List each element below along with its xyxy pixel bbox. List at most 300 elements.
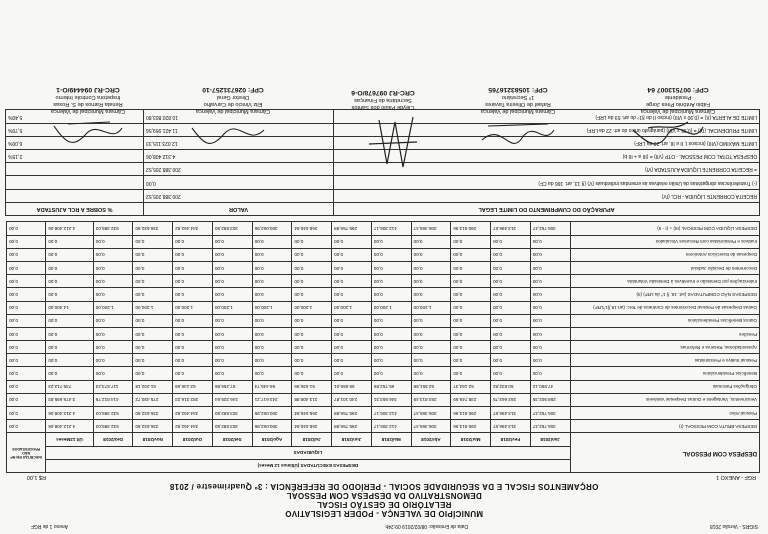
cell-value: 532.386,02 [93, 407, 133, 420]
table-row [7, 420, 760, 433]
signature-name: Fábio Antônio Pires Jorge [645, 101, 711, 107]
table-row [7, 354, 760, 367]
cell-value: 303.582,50 [212, 407, 252, 420]
cell-value: 0,00 [252, 275, 292, 288]
cell-value: 0,00 [46, 354, 93, 367]
cell-value: 0,00 [411, 262, 451, 275]
limit-pct: 2,15% [6, 150, 144, 163]
cell-value: 290.913,96 [451, 420, 491, 433]
cell-value: 0,00 [292, 341, 332, 354]
cell-value: 0,00 [292, 314, 332, 327]
table-row [7, 222, 760, 235]
signature-secretario [458, 85, 578, 114]
month-header: Fev/2018 [491, 433, 531, 446]
cell-value: 0,00 [451, 301, 491, 314]
cell-value: 0,00 [371, 314, 411, 327]
cell-value: 0,00 [252, 314, 292, 327]
cell-value: 0,00 [491, 301, 531, 314]
cell-value: 0,00 [292, 367, 332, 380]
table-row [7, 235, 760, 248]
cell-value: 0,00 [371, 288, 411, 301]
cell-value: 0,00 [7, 341, 46, 354]
cell-value: 0,00 [292, 235, 332, 248]
cell-value: 0,00 [46, 248, 93, 261]
cell-value: 0,00 [292, 275, 332, 288]
cell-value: 0,00 [252, 354, 292, 367]
cell-value: 0,00 [332, 327, 372, 340]
cell-value: 0,00 [7, 354, 46, 367]
cell-value: 0,00 [7, 248, 46, 261]
cell-value: 4.212.408,06 [46, 420, 93, 433]
signature-name: Eliz Vinicio de Carvalho [203, 101, 263, 107]
cell-value: 0,00 [212, 275, 252, 288]
cell-value: 0,00 [173, 327, 213, 340]
cell-value: 0,00 [411, 341, 451, 354]
row-label: Indenizações por Demissão e Incentivos à Demissão Voluntária [570, 275, 759, 288]
cell-value: 306.365,47 [411, 420, 451, 433]
cell-value: 0,00 [292, 262, 332, 275]
currency-label: R$ 1,00 [26, 474, 46, 480]
cell-value: 0,00 [93, 354, 133, 367]
cell-value: 0,00 [252, 248, 292, 261]
row-label: Decorrentes de Decisão Judicial [570, 262, 759, 275]
limit-valor: 0,00 [144, 176, 334, 189]
cell-value: 0,00 [46, 235, 93, 248]
limit-pct: 5,40% [6, 110, 144, 123]
month-header: Mai/2018 [371, 433, 411, 446]
limit-pct [6, 189, 144, 202]
cell-value: 0,00 [7, 327, 46, 340]
row-label: Inativos e Pensionistas com Recursos Vinculados [570, 235, 759, 248]
cell-value: 306.752,47 [530, 222, 570, 235]
cell-value: 0,00 [491, 327, 531, 340]
signature-name: Renata Ramos de S. Rosas [53, 101, 123, 107]
cell-value: 0,00 [530, 314, 570, 327]
cell-value: 306.752,47 [530, 407, 570, 420]
table-row [7, 301, 760, 314]
cell-value: 0,00 [212, 341, 252, 354]
cell-value: 0,00 [93, 314, 133, 327]
cell-value: 0,00 [133, 275, 173, 288]
row-label: Obrigações Patronais [570, 380, 759, 393]
cell-value: 0,00 [332, 354, 372, 367]
cell-value: 0,00 [371, 235, 411, 248]
cell-value: 4.212.408,06 [46, 222, 93, 235]
signature-scribble-4 [188, 114, 268, 148]
limit-label: RECEITA CORRENTE LÍQUIDA - RCL (IV) [334, 189, 760, 202]
table-row [7, 327, 760, 340]
limit-label: LIMITE PRUDENCIAL (IX) = (0,95 x VIII) (parágrafo único do art. 22 da LRF) [334, 123, 760, 136]
cell-value: 0,00 [491, 341, 531, 354]
cell-value: 1.200,00 [332, 301, 372, 314]
signature-org: Cleyde Paulo dos Santos [351, 104, 415, 110]
emission-date: Data de Emissão: 08/02/2019 09:24h [385, 523, 468, 529]
cell-value: 0,00 [93, 275, 133, 288]
limit-label: LIMITE DE ALERTA (X) = (0,90 x VIII) (inciso II do §1º do art. 59 da LRF) [334, 110, 760, 123]
cell-value: 412.306,17 [371, 420, 411, 433]
header-demonstrativo: DEMONSTRATIVO DA DESPESA COM PESSOAL [286, 491, 482, 500]
signature-controle-interno [28, 85, 148, 114]
cell-value: 0,00 [451, 262, 491, 275]
header-municipio: MUNICÍPIO DE VALENÇA - PODER LEGISLATIVO [284, 509, 484, 518]
cell-value: 290.913,96 [451, 407, 491, 420]
cell-value: 0,00 [7, 262, 46, 275]
cell-value: 0,00 [491, 367, 531, 380]
cell-value: 0,00 [133, 327, 173, 340]
cell-value: 4.212.408,06 [46, 407, 93, 420]
limits-col-valor: VALOR [144, 202, 334, 215]
cell-value: 0,00 [530, 262, 570, 275]
signature-role: Inspetora Controle Interno [55, 94, 121, 100]
cell-value: 0,00 [530, 327, 570, 340]
signature-org: Câmara Municipal de Valença [640, 108, 716, 114]
cell-value: 0,00 [491, 314, 531, 327]
signature-org: Câmara Municipal de Valença [50, 108, 126, 114]
cell-value: 56.445,74 [252, 380, 292, 393]
cell-value: 0,00 [491, 248, 531, 261]
signature-org: Câmara Municipal de Valença [195, 108, 271, 114]
cell-value: 0,00 [212, 327, 252, 340]
row-label: DESPESA BRUTA COM PESSOAL (I) [570, 420, 759, 433]
cell-value: 0,00 [332, 288, 372, 301]
limit-pct: 5,70% [6, 123, 144, 136]
cell-value: 336.632,90 [133, 222, 173, 235]
cell-value: 57.256,86 [212, 380, 252, 393]
month-header: Mar/2018 [451, 433, 491, 446]
cell-value: 0,00 [411, 354, 451, 367]
cell-value: 300.062,95 [252, 407, 292, 420]
signature-role: Presidente [664, 94, 692, 100]
signature-doc: CPF: 10583216765 [488, 86, 548, 93]
limit-pct [6, 163, 144, 176]
cell-value: 306.365,47 [411, 222, 451, 235]
cell-value: 3.476.695,83 [46, 393, 93, 406]
table-row [7, 248, 760, 261]
expenses-table [6, 221, 760, 473]
cell-value: 0,00 [252, 235, 292, 248]
cell-value: 0,00 [411, 275, 451, 288]
cell-value: 0,00 [371, 341, 411, 354]
cell-value: 0,00 [371, 275, 411, 288]
cell-value: 243.617,21 [252, 393, 292, 406]
signature-role: CRC-RJ 097678/O-6 [351, 89, 415, 96]
month-header: Out/2018 [173, 433, 213, 446]
cell-value: 0,00 [46, 262, 93, 275]
limit-pct [6, 176, 144, 189]
cell-value: 1.200,00 [292, 301, 332, 314]
table-row [7, 393, 760, 406]
cell-value: 275.430,72 [133, 393, 173, 406]
cell-value: 303.582,50 [212, 222, 252, 235]
cell-value: 0,00 [371, 327, 411, 340]
cell-value: 295.756,88 [332, 222, 372, 235]
cell-value: 0,00 [491, 275, 531, 288]
signature-financas [328, 88, 438, 110]
table-row [7, 407, 760, 420]
cell-value: 262.663,75 [491, 393, 531, 406]
cell-value: 240.101,87 [332, 393, 372, 406]
cell-value: 258.902,35 [530, 393, 570, 406]
cell-value: 0,00 [7, 288, 46, 301]
signature-doc: CPF: 007513007 64 [647, 86, 709, 93]
signature-scribble-1 [628, 112, 708, 152]
header-orcamentos: ORÇAMENTOS FISCAL E DA SEGURIDADE SOCIAL - PERÍODO DE REFERÊNCIA : 3º Quadrimestre / 2018 [169, 482, 599, 491]
month-header: Jul/2018 [292, 433, 332, 446]
cell-value: 0,00 [93, 341, 133, 354]
cell-value: 52.164,37 [451, 380, 491, 393]
cell-value: 0,00 [530, 341, 570, 354]
cell-value: 290.913,96 [451, 222, 491, 235]
cell-value: 0,00 [411, 288, 451, 301]
row-label: Outros Benefícios Previdenciários [570, 314, 759, 327]
cell-value: 1.200,00 [173, 301, 213, 314]
col-header-despesa: DESPESA COM PESSOAL [570, 433, 759, 473]
row-label: Vencimentos, Vantagens e Outras Despesas Variáveis [570, 393, 759, 406]
cell-value: 0,00 [451, 288, 491, 301]
table-row [7, 262, 760, 275]
cell-value: 0,00 [133, 248, 173, 261]
limits-row [6, 189, 760, 202]
cell-value: 0,00 [173, 262, 213, 275]
cell-value: 265.045,84 [292, 420, 332, 433]
cell-value: 0,00 [451, 367, 491, 380]
cell-value: 238.749,59 [451, 393, 491, 406]
cell-value: 1.200,00 [411, 301, 451, 314]
cell-value: 0,00 [252, 327, 292, 340]
cell-value: 0,00 [530, 275, 570, 288]
cell-value: 0,00 [332, 367, 372, 380]
cell-value: 0,00 [212, 235, 252, 248]
cell-value: 0,00 [93, 367, 133, 380]
cell-value: 0,00 [7, 301, 46, 314]
cell-value: 0,00 [212, 314, 252, 327]
month-header: Abr/2018 [411, 433, 451, 446]
cell-value: 0,00 [451, 235, 491, 248]
month-header: Ago/2018 [252, 433, 292, 446]
signature-role: Diretor Geral [216, 94, 250, 100]
page-annex: Anexo 1 de RGF [30, 523, 68, 529]
cell-value: 1.200,00 [371, 301, 411, 314]
cell-value: 344.462,92 [173, 420, 213, 433]
cell-value: 306.752,47 [530, 420, 570, 433]
total-header: Últ 12Meses [46, 433, 93, 446]
cell-value: 62.146,69 [173, 380, 213, 393]
expenses-table-body [7, 222, 760, 433]
cell-value: 253.813,49 [411, 393, 451, 406]
cell-value: 61.202,18 [133, 380, 173, 393]
cell-value: 0,00 [252, 367, 292, 380]
cell-value: 0,00 [212, 248, 252, 261]
cell-value: 0,00 [173, 367, 213, 380]
cell-value: 0,00 [411, 327, 451, 340]
cell-value: 1.200,00 [252, 301, 292, 314]
cell-value: 1.200,00 [212, 301, 252, 314]
limit-valor: 200.388.205,52 [144, 189, 334, 202]
cell-value: 0,00 [133, 367, 173, 380]
limit-valor: 11.421.959,56 [144, 123, 334, 136]
cell-value: 0,00 [371, 354, 411, 367]
cell-value: 1.200,00 [93, 301, 133, 314]
signature-scribble-5 [48, 114, 128, 150]
signature-diretor [168, 85, 298, 114]
cell-value: 306.365,47 [411, 407, 451, 420]
limit-valor: 4.312.408,06 [144, 150, 334, 163]
cell-value: 65.752,86 [371, 380, 411, 393]
system-version: SIGRS - Versão 2018 [709, 523, 758, 529]
cell-value: 344.462,92 [173, 407, 213, 420]
cell-value: 1.200,00 [133, 301, 173, 314]
row-label: Despesas de Exercícios Anteriores [570, 248, 759, 261]
cell-value: 532.386,02 [93, 222, 133, 235]
cell-value: 0,00 [7, 275, 46, 288]
cell-value: 0,00 [173, 235, 213, 248]
table-row [7, 341, 760, 354]
cell-value: 0,00 [491, 354, 531, 367]
cell-value: 336.632,90 [133, 407, 173, 420]
cell-value: 0,00 [93, 288, 133, 301]
cell-value: 346.553,31 [371, 393, 411, 406]
cell-value: 0,00 [530, 301, 570, 314]
table-row [7, 314, 760, 327]
cell-value: 0,00 [451, 248, 491, 261]
cell-value: 0,00 [7, 380, 46, 393]
col-header-inscritas: INSCRITAS EM RP NÃO PROCESSADOS [7, 433, 46, 473]
cell-value: 0,00 [173, 314, 213, 327]
cell-value: 117.573,23 [93, 380, 133, 393]
month-header: Dez/2018 [93, 433, 133, 446]
cell-value: 0,00 [133, 314, 173, 327]
cell-value: 0,00 [451, 341, 491, 354]
limit-label: (-) Transferências obrigatórias da União relativas às emendas individuais (V) (§ 13, art. 166 da CF) [334, 176, 760, 189]
cell-value: 303.582,50 [212, 420, 252, 433]
row-label: Outras Despesas de Pessoal Decorrentes de Contratos de Terc. (art.18,§1ºLRF) [570, 301, 759, 314]
row-label: Benefícios Previdenciários [570, 367, 759, 380]
table-row [7, 367, 760, 380]
cell-value: 0,00 [292, 327, 332, 340]
cell-value: 412.306,17 [371, 222, 411, 235]
cell-value: 313.496,57 [491, 420, 531, 433]
cell-value: 213.408,88 [292, 393, 332, 406]
cell-value: 0,00 [530, 248, 570, 261]
cell-value: 295.756,88 [332, 407, 372, 420]
limit-valor: 12.023.115,33 [144, 136, 334, 149]
limit-valor: 10.820.803,80 [144, 110, 334, 123]
cell-value: 0,00 [451, 275, 491, 288]
cell-value: 282.316,23 [173, 393, 213, 406]
col-header-executadas: DESPESAS EXECUTADAS (Últimos 12 Meses) [46, 459, 570, 472]
row-label: Pessoal Ativo [570, 407, 759, 420]
col-header-liquidadas: LIQUIDADAS [46, 446, 570, 459]
cell-value: 0,00 [173, 275, 213, 288]
cell-value: 52.551,98 [411, 380, 451, 393]
signature-doc: CRC-RJ 094449/O-1 [56, 86, 120, 93]
row-label: Aposentadorias, Reserva e Reformas [570, 341, 759, 354]
cell-value: 0,00 [46, 288, 93, 301]
cell-value: 0,00 [7, 393, 46, 406]
cell-value: 0,00 [173, 288, 213, 301]
cell-value: 0,00 [46, 367, 93, 380]
limit-label: DESPESA TOTAL COM PESSOAL - DTP (VII) = (III a + III b) [334, 150, 760, 163]
cell-value: 0,00 [7, 420, 46, 433]
cell-value: 0,00 [7, 314, 46, 327]
cell-value: 0,00 [252, 288, 292, 301]
limit-label: = RECEITA CORRENTE LÍQUIDA AJUSTADA (VI) [334, 163, 760, 176]
cell-value: 0,00 [411, 314, 451, 327]
cell-value: 344.462,92 [173, 222, 213, 235]
cell-value: 55.655,01 [332, 380, 372, 393]
cell-value: 14.400,00 [46, 301, 93, 314]
cell-value: 0,00 [7, 235, 46, 248]
cell-value: 0,00 [491, 262, 531, 275]
cell-value: 336.632,90 [133, 420, 173, 433]
cell-value: 0,00 [451, 314, 491, 327]
cell-value: 0,00 [411, 235, 451, 248]
cell-value: 265.045,84 [292, 222, 332, 235]
cell-value: 0,00 [491, 288, 531, 301]
row-label: Pensões [570, 327, 759, 340]
cell-value: 0,00 [332, 235, 372, 248]
cell-value: 0,00 [212, 367, 252, 380]
signature-role: 1º Secretário [501, 94, 535, 100]
cell-value: 735.712,23 [46, 380, 93, 393]
limits-row [6, 176, 760, 189]
signature-name: Rafael de Oliveira Tavares [485, 101, 551, 107]
cell-value: 0,00 [46, 314, 93, 327]
limits-title: APURAÇÃO DO CUMPRIMENTO DO LIMITE LEGAL [334, 202, 760, 215]
cell-value: 0,00 [491, 235, 531, 248]
cell-value: 313.496,57 [491, 222, 531, 235]
rgf-anexo-label: RGF - ANEXO 1 [715, 474, 756, 480]
cell-value: 47.850,12 [530, 380, 570, 393]
cell-value: 0,00 [371, 248, 411, 261]
cell-value: 0,00 [332, 341, 372, 354]
limit-valor: 200.388.205,52 [144, 163, 334, 176]
cell-value: 295.756,88 [332, 420, 372, 433]
cell-value: 412.306,17 [371, 407, 411, 420]
cell-value: 0,00 [332, 275, 372, 288]
month-header: Set/2018 [212, 433, 252, 446]
table-row [7, 275, 760, 288]
cell-value: 414.812,79 [93, 393, 133, 406]
cell-value: 313.496,57 [491, 407, 531, 420]
cell-value: 0,00 [133, 288, 173, 301]
cell-value: 50.832,82 [491, 380, 531, 393]
row-label: DESPESA LÍQUIDA COM PESSOAL (III) = (I - II) [570, 222, 759, 235]
cell-value: 0,00 [252, 341, 292, 354]
cell-value: 0,00 [93, 262, 133, 275]
limits-col-pct: % SOBRE A RCL AJUSTADA [6, 202, 144, 215]
cell-value: 0,00 [46, 327, 93, 340]
cell-value: 0,00 [133, 341, 173, 354]
cell-value: 0,00 [7, 407, 46, 420]
cell-value: 0,00 [212, 354, 252, 367]
cell-value: 0,00 [93, 248, 133, 261]
limit-label: LIMITE MÁXIMO (VIII) (incisos I, II e III, art. 20 da LRF) [334, 136, 760, 149]
row-label: DESPESAS NÃO COMPUTADAS (art. 19, § 1º da LRF) (II) [570, 288, 759, 301]
cell-value: 0,00 [93, 327, 133, 340]
signature-doc: CPF: 026731257-10 [202, 86, 264, 93]
cell-value: 0,00 [530, 354, 570, 367]
table-row [7, 380, 760, 393]
cell-value: 0,00 [173, 354, 213, 367]
cell-value: 0,00 [371, 367, 411, 380]
header-rgf: RELATÓRIO DE GESTÃO FISCAL [316, 500, 452, 509]
cell-value: 300.062,95 [252, 222, 292, 235]
cell-value: 0,00 [133, 354, 173, 367]
cell-value: 0,00 [7, 222, 46, 235]
cell-value: 51.636,96 [292, 380, 332, 393]
cell-value: 0,00 [332, 248, 372, 261]
